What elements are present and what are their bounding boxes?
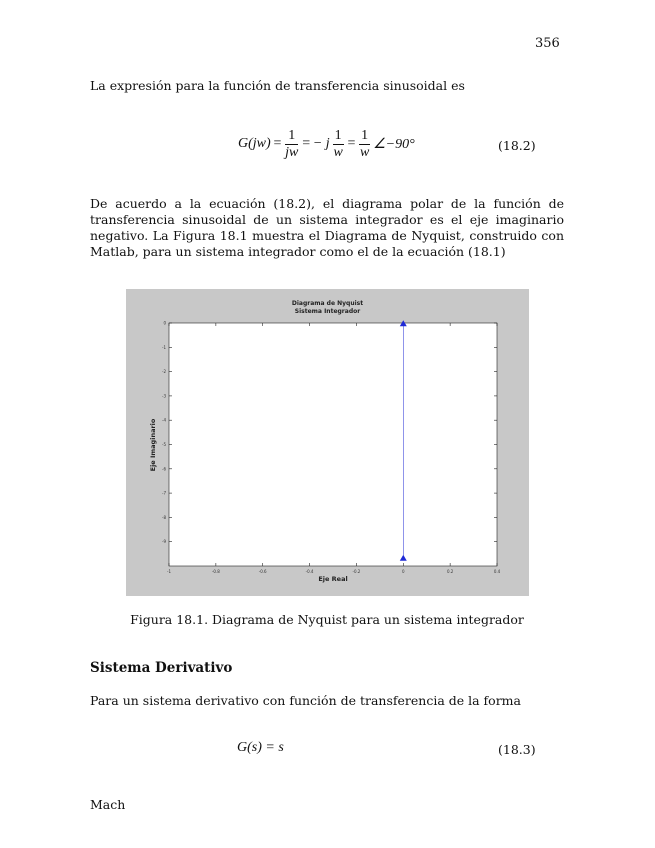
x-tick-label: -0.6: [258, 569, 267, 574]
y-tick-label: -1: [162, 344, 166, 350]
footer-text: Mach: [90, 797, 126, 812]
figure-title-line2: Sistema Integrador: [294, 308, 361, 315]
x-tick-label: 0.2: [446, 569, 454, 574]
eq1-fraction-2: [332, 128, 345, 161]
eq1-f2-den: w: [333, 144, 343, 160]
equation-18-3: G(s) = s: [237, 740, 284, 755]
x-tick-label: 0.4: [493, 569, 501, 574]
eq1-f3-den: w: [359, 144, 370, 160]
x-tick-label: 0: [402, 569, 405, 574]
y-tick-label: -3: [162, 393, 166, 399]
nyquist-figure: [126, 289, 529, 596]
y-tick-label: 0: [163, 320, 166, 326]
y-axis-label: Eje Imaginario: [149, 418, 157, 472]
y-tick-label: -5: [162, 442, 166, 447]
eq1-equals: =: [272, 136, 283, 151]
figure-caption: Figura 18.1. Diagrama de Nyquist para un sistema integrador: [130, 612, 524, 627]
paragraph-derivative-intro: Para un sistema derivativo con función de transferencia de la forma: [90, 693, 521, 708]
eq1-f1-den: jw: [285, 144, 299, 160]
paragraph-nyquist-description: De acuerdo a la ecuación (18.2), el diagrama polar de la función de transferencia sinusoidal de un sistema integrador es el eje imaginario negativo. La Figura 18.1 muestra el Diagrama de Nyquist, construido con Matlab, para un sistema integrador como el de la ecuación (18.1): [90, 196, 564, 259]
eq1-f3-num: 1: [361, 127, 369, 143]
x-tick-label: -0.8: [211, 569, 220, 574]
x-tick-label: -0.2: [352, 569, 361, 574]
y-tick-label: -2: [162, 369, 166, 375]
figure-title-line1: Diagrama de Nyquist: [291, 300, 364, 307]
eq1-fraction-3: [358, 128, 371, 161]
eq1-equals-3: =: [346, 136, 357, 151]
y-tick-label: -4: [162, 417, 166, 423]
page-number: 356: [535, 36, 560, 51]
eq1-minus-j: − j: [312, 136, 330, 151]
eq1-equals-2: =: [301, 136, 311, 151]
y-tick-label: -7: [162, 490, 166, 496]
eq1-fraction-1: [284, 128, 299, 161]
x-axis-label: Eje Real: [318, 575, 348, 583]
y-tick-label: -8: [162, 514, 166, 520]
eq1-f2-num: 1: [334, 127, 342, 143]
section-title: Sistema Derivativo: [90, 660, 233, 676]
y-tick-label: -6: [162, 466, 166, 472]
eq1-f1-num: 1: [285, 128, 298, 145]
x-tick-label: -1: [167, 569, 171, 574]
y-tick-label: -9: [162, 539, 166, 545]
plot-area: [169, 323, 497, 566]
eq1-lhs: G(jw): [238, 136, 271, 151]
x-tick-label: -0.4: [305, 569, 314, 574]
equation-number-18-2: (18.2): [498, 138, 536, 153]
paragraph-intro: La expresión para la función de transferencia sinusoidal es: [90, 78, 465, 93]
equation-18-2: [237, 124, 416, 164]
eq1-angle: ∠−90°: [373, 136, 415, 152]
equation-number-18-3: (18.3): [498, 742, 536, 757]
nyquist-plot-svg: [126, 289, 529, 596]
